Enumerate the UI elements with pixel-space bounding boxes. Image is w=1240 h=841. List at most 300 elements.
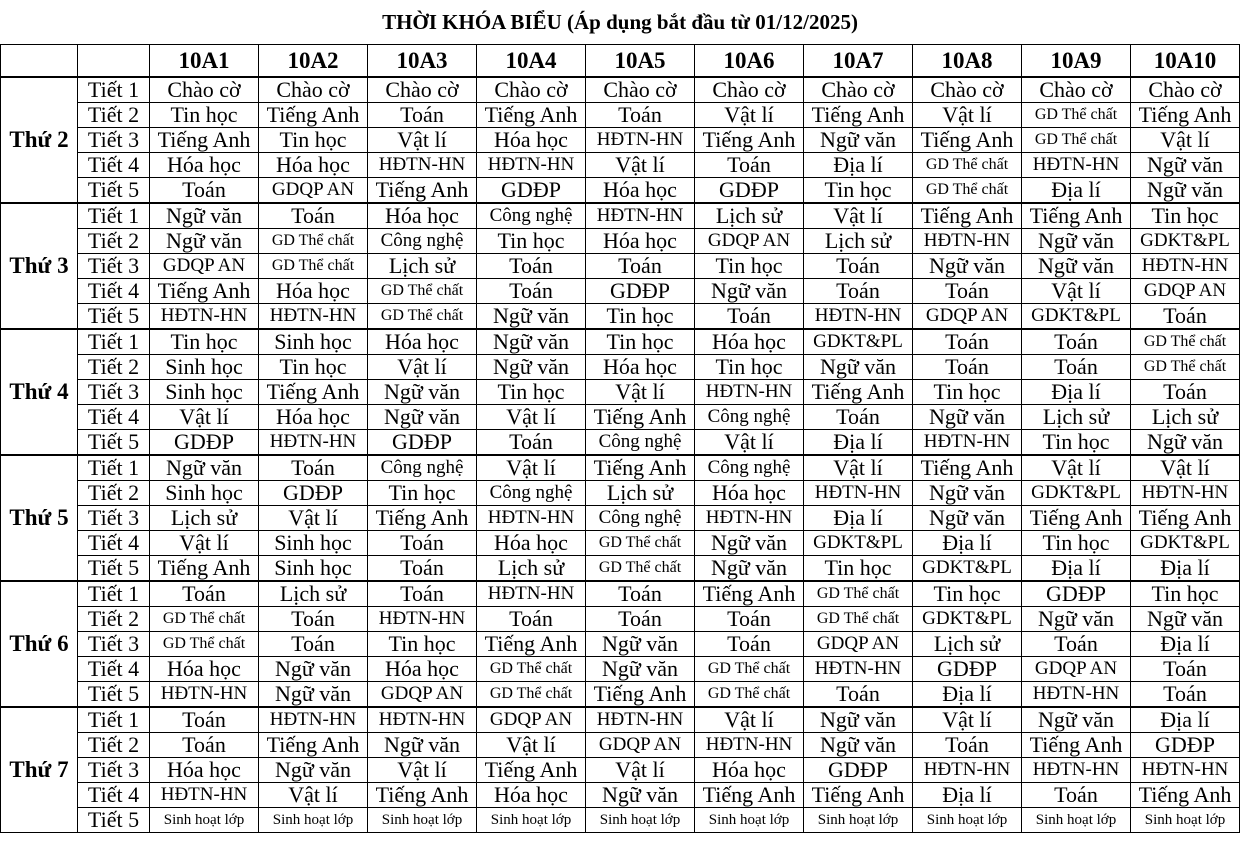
subject-cell: HĐTN-HN [695,506,804,531]
subject-cell: Hóa học [695,481,804,506]
subject-cell: HĐTN-HN [1131,481,1240,506]
subject-cell: HĐTN-HN [1022,758,1131,783]
subject-cell: HĐTN-HN [586,128,695,153]
subject-cell: Sinh hoạt lớp [477,808,586,833]
table-row [1,531,1240,556]
subject-cell: Vật lí [368,128,477,153]
subject-cell: Hóa học [368,657,477,682]
subject-cell: HĐTN-HN [1022,153,1131,178]
period-label: Tiết 1 [78,707,150,733]
subject-cell: Vật lí [695,103,804,128]
subject-cell: Toán [1131,682,1240,708]
day-label: Thứ 3 [1,203,78,329]
subject-cell: Toán [368,531,477,556]
subject-cell: GD Thể chất [586,556,695,582]
subject-cell: Ngữ văn [913,254,1022,279]
subject-cell: Ngữ văn [1022,707,1131,733]
subject-cell: Ngữ văn [1022,229,1131,254]
subject-cell: Sinh hoạt lớp [586,808,695,833]
subject-cell: GD Thể chất [1022,103,1131,128]
subject-cell: Ngữ văn [695,531,804,556]
subject-cell: GDKT&PL [1022,304,1131,330]
subject-cell: Vật lí [913,103,1022,128]
subject-cell: Địa lí [1131,632,1240,657]
subject-cell: HĐTN-HN [368,707,477,733]
subject-cell: Hóa học [695,329,804,355]
subject-cell: Tiếng Anh [586,682,695,708]
subject-cell: GD Thể chất [477,682,586,708]
subject-cell: Toán [368,556,477,582]
subject-cell: Toán [586,103,695,128]
class-header: 10A1 [150,45,259,78]
subject-cell: Vật lí [1131,455,1240,481]
subject-cell: Tiếng Anh [1131,506,1240,531]
subject-cell: Ngữ văn [586,783,695,808]
subject-cell: Ngữ văn [259,682,368,708]
subject-cell: Vật lí [1022,279,1131,304]
subject-cell: GDQP AN [259,178,368,204]
table-row [1,758,1240,783]
subject-cell: Tiếng Anh [150,128,259,153]
subject-cell: Tin học [150,103,259,128]
subject-cell: Toán [150,581,259,607]
subject-cell: Tiếng Anh [259,103,368,128]
subject-cell: Hóa học [586,178,695,204]
subject-cell: Sinh học [150,481,259,506]
subject-cell: Vật lí [695,430,804,456]
subject-cell: Ngữ văn [913,405,1022,430]
period-label: Tiết 3 [78,380,150,405]
subject-cell: GDQP AN [804,632,913,657]
subject-cell: Sinh học [150,355,259,380]
subject-cell: HĐTN-HN [259,430,368,456]
subject-cell: Tiếng Anh [259,733,368,758]
subject-cell: HĐTN-HN [477,153,586,178]
subject-cell: HĐTN-HN [477,506,586,531]
day-group [1,455,1240,581]
table-row [1,103,1240,128]
subject-cell: Toán [586,254,695,279]
subject-cell: Sinh hoạt lớp [259,808,368,833]
subject-cell: Ngữ văn [368,405,477,430]
subject-cell: HĐTN-HN [804,657,913,682]
subject-cell: Tin học [695,254,804,279]
subject-cell: Tiếng Anh [1022,203,1131,229]
subject-cell: Ngữ văn [1131,153,1240,178]
subject-cell: Lịch sử [368,254,477,279]
subject-cell: Toán [259,607,368,632]
subject-cell: HĐTN-HN [695,380,804,405]
day-group [1,329,1240,455]
subject-cell: GD Thể chất [1131,355,1240,380]
subject-cell: GDKT&PL [913,556,1022,582]
timetable [0,44,1240,833]
subject-cell: Toán [477,254,586,279]
subject-cell: Tiếng Anh [368,178,477,204]
subject-cell: Chào cờ [586,77,695,103]
subject-cell: GDQP AN [695,229,804,254]
subject-cell: HĐTN-HN [1131,758,1240,783]
subject-cell: Công nghệ [368,229,477,254]
subject-cell: Tin học [368,481,477,506]
table-row [1,430,1240,456]
subject-cell: Chào cờ [695,77,804,103]
subject-cell: Lịch sử [259,581,368,607]
subject-cell: Toán [1131,304,1240,330]
subject-cell: Ngữ văn [1022,254,1131,279]
subject-cell: HĐTN-HN [913,758,1022,783]
subject-cell: Hóa học [150,758,259,783]
period-label: Tiết 4 [78,657,150,682]
table-row [1,733,1240,758]
subject-cell: Vật lí [586,153,695,178]
day-group [1,581,1240,707]
subject-cell: Địa lí [804,430,913,456]
table-row [1,229,1240,254]
subject-cell: Hóa học [477,531,586,556]
page-title: THỜI KHÓA BIỂU (Áp dụng bắt đầu từ 01/12/2025) [382,10,858,34]
subject-cell: Địa lí [1131,707,1240,733]
subject-cell: GD Thể chất [1131,329,1240,355]
subject-cell: HĐTN-HN [913,430,1022,456]
subject-cell: Hóa học [695,758,804,783]
subject-cell: Ngữ văn [804,355,913,380]
subject-cell: HĐTN-HN [586,707,695,733]
table-row [1,657,1240,682]
period-label: Tiết 2 [78,103,150,128]
period-label: Tiết 4 [78,153,150,178]
subject-cell: HĐTN-HN [150,783,259,808]
subject-cell: Tiếng Anh [1022,506,1131,531]
subject-cell: Vật lí [368,758,477,783]
subject-cell: GDĐP [477,178,586,204]
subject-cell: HĐTN-HN [477,581,586,607]
subject-cell: Tin học [804,556,913,582]
subject-cell: HĐTN-HN [913,229,1022,254]
subject-cell: Toán [804,682,913,708]
subject-cell: Lịch sử [586,481,695,506]
subject-cell: Toán [804,405,913,430]
subject-cell: Tiếng Anh [477,758,586,783]
subject-cell: Ngữ văn [586,632,695,657]
subject-cell: Toán [259,455,368,481]
period-label: Tiết 3 [78,506,150,531]
subject-cell: Công nghệ [695,455,804,481]
class-header: 10A3 [368,45,477,78]
subject-cell: Ngữ văn [1131,607,1240,632]
subject-cell: Vật lí [477,455,586,481]
subject-cell: Tin học [804,178,913,204]
subject-cell: Chào cờ [913,77,1022,103]
period-label: Tiết 2 [78,355,150,380]
period-label: Tiết 5 [78,682,150,708]
period-label: Tiết 5 [78,304,150,330]
subject-cell: Tin học [586,329,695,355]
subject-cell: Địa lí [913,531,1022,556]
subject-cell: Toán [695,153,804,178]
subject-cell: Lịch sử [1131,405,1240,430]
subject-cell: Ngữ văn [150,203,259,229]
subject-cell: Địa lí [1022,556,1131,582]
subject-cell: Hóa học [477,128,586,153]
subject-cell: Ngữ văn [913,506,1022,531]
subject-cell: HĐTN-HN [150,682,259,708]
subject-cell: Công nghệ [477,203,586,229]
subject-cell: Toán [477,430,586,456]
subject-cell: GDQP AN [477,707,586,733]
table-row [1,203,1240,229]
subject-cell: GDĐP [259,481,368,506]
subject-cell: GD Thể chất [695,657,804,682]
day-group [1,707,1240,833]
subject-cell: Ngữ văn [1022,607,1131,632]
subject-cell: Toán [586,607,695,632]
subject-cell: Tiếng Anh [913,455,1022,481]
subject-cell: Vật lí [477,405,586,430]
subject-cell: Tiếng Anh [913,203,1022,229]
class-header: 10A5 [586,45,695,78]
subject-cell: Ngữ văn [1131,430,1240,456]
period-label: Tiết 3 [78,254,150,279]
table-row [1,329,1240,355]
subject-cell: Tin học [1022,531,1131,556]
subject-cell: Sinh học [259,531,368,556]
table-row [1,783,1240,808]
subject-cell: Hóa học [477,783,586,808]
day-label: Thứ 2 [1,77,78,203]
subject-cell: Ngữ văn [150,455,259,481]
class-header: 10A10 [1131,45,1240,78]
subject-cell: Tiếng Anh [804,380,913,405]
subject-cell: Toán [1022,355,1131,380]
subject-cell: GD Thể chất [259,229,368,254]
subject-cell: Tiếng Anh [913,128,1022,153]
table-row [1,506,1240,531]
subject-cell: Toán [1022,329,1131,355]
subject-cell: Tiếng Anh [1022,733,1131,758]
subject-cell: Sinh học [259,556,368,582]
subject-cell: Toán [259,632,368,657]
subject-cell: Tiếng Anh [150,279,259,304]
table-row [1,128,1240,153]
subject-cell: HĐTN-HN [259,304,368,330]
subject-cell: Lịch sử [477,556,586,582]
subject-cell: Sinh hoạt lớp [1022,808,1131,833]
subject-cell: GDKT&PL [804,329,913,355]
table-row [1,607,1240,632]
subject-cell: Toán [586,581,695,607]
subject-cell: HĐTN-HN [259,707,368,733]
subject-cell: Toán [1022,632,1131,657]
subject-cell: Tiếng Anh [1131,103,1240,128]
subject-cell: Ngữ văn [259,657,368,682]
period-label: Tiết 4 [78,279,150,304]
subject-cell: Tiếng Anh [1131,783,1240,808]
subject-cell: GDĐP [695,178,804,204]
subject-cell: Toán [477,279,586,304]
subject-cell: Sinh hoạt lớp [368,808,477,833]
subject-cell: HĐTN-HN [1131,254,1240,279]
subject-cell: Toán [913,355,1022,380]
subject-cell: Tin học [913,581,1022,607]
subject-cell: GDĐP [913,657,1022,682]
subject-cell: GD Thể chất [150,632,259,657]
subject-cell: HĐTN-HN [150,304,259,330]
subject-cell: Địa lí [1022,380,1131,405]
subject-cell: Tin học [259,128,368,153]
subject-cell: Vật lí [477,733,586,758]
subject-cell: GDQP AN [368,682,477,708]
subject-cell: HĐTN-HN [804,304,913,330]
table-row [1,556,1240,582]
day-label: Thứ 4 [1,329,78,455]
period-label: Tiết 3 [78,128,150,153]
header-row [1,45,1240,78]
subject-cell: Tiếng Anh [368,783,477,808]
subject-cell: Tin học [586,304,695,330]
subject-cell: Chào cờ [477,77,586,103]
period-label: Tiết 5 [78,178,150,204]
period-label: Tiết 2 [78,229,150,254]
subject-cell: Tiếng Anh [150,556,259,582]
period-label: Tiết 5 [78,556,150,582]
subject-cell: Tiếng Anh [695,128,804,153]
subject-cell: Ngữ văn [368,733,477,758]
subject-cell: Toán [368,103,477,128]
period-label: Tiết 1 [78,329,150,355]
class-header: 10A4 [477,45,586,78]
subject-cell: Công nghệ [477,481,586,506]
subject-cell: Tin học [1131,581,1240,607]
subject-cell: Tin học [259,355,368,380]
subject-cell: Ngữ văn [259,758,368,783]
subject-cell: GDĐP [1022,581,1131,607]
subject-cell: Chào cờ [259,77,368,103]
subject-cell: Sinh học [150,380,259,405]
subject-cell: HĐTN-HN [586,203,695,229]
subject-cell: Hóa học [259,153,368,178]
subject-cell: GD Thể chất [477,657,586,682]
period-label: Tiết 2 [78,733,150,758]
subject-cell: GDQP AN [586,733,695,758]
subject-cell: Ngữ văn [913,481,1022,506]
subject-cell: Toán [695,632,804,657]
period-label: Tiết 5 [78,808,150,833]
subject-cell: GD Thể chất [259,254,368,279]
subject-cell: Hóa học [150,153,259,178]
subject-cell: Ngữ văn [1131,178,1240,204]
subject-cell: Vật lí [586,758,695,783]
subject-cell: Tin học [477,229,586,254]
subject-cell: HĐTN-HN [368,153,477,178]
subject-cell: Ngữ văn [477,329,586,355]
class-header: 10A2 [259,45,368,78]
subject-cell: Lịch sử [913,632,1022,657]
corner-cell [1,45,78,78]
subject-cell: GDKT&PL [913,607,1022,632]
subject-cell: GDĐP [586,279,695,304]
subject-cell: Lịch sử [1022,405,1131,430]
subject-cell: Vật lí [1131,128,1240,153]
subject-cell: Ngữ văn [804,733,913,758]
subject-cell: Vật lí [586,380,695,405]
table-row [1,405,1240,430]
subject-cell: Ngữ văn [586,657,695,682]
table-row [1,380,1240,405]
table-row [1,632,1240,657]
subject-cell: Địa lí [913,682,1022,708]
subject-cell: Tin học [368,632,477,657]
subject-cell: Toán [695,607,804,632]
subject-cell: Ngữ văn [695,556,804,582]
table-row [1,808,1240,833]
subject-cell: Ngữ văn [477,355,586,380]
subject-cell: GDĐP [804,758,913,783]
table-row [1,178,1240,204]
table-row [1,682,1240,708]
subject-cell: HĐTN-HN [695,733,804,758]
subject-cell: Vật lí [804,203,913,229]
period-label: Tiết 4 [78,783,150,808]
subject-cell: Toán [150,707,259,733]
subject-cell: Lịch sử [804,229,913,254]
subject-cell: GD Thể chất [586,531,695,556]
subject-cell: Tiếng Anh [259,380,368,405]
subject-cell: GDĐP [150,430,259,456]
subject-cell: Toán [150,178,259,204]
period-label: Tiết 1 [78,581,150,607]
subject-cell: Toán [150,733,259,758]
subject-cell: Sinh hoạt lớp [150,808,259,833]
subject-cell: GDKT&PL [1022,481,1131,506]
subject-cell: GD Thể chất [368,279,477,304]
subject-cell: Hóa học [259,279,368,304]
subject-cell: Hóa học [259,405,368,430]
subject-cell: Tiếng Anh [695,581,804,607]
subject-cell: Toán [477,607,586,632]
subject-cell: GDQP AN [150,254,259,279]
subject-cell: Địa lí [913,783,1022,808]
subject-cell: Tiếng Anh [477,632,586,657]
subject-cell: GD Thể chất [913,153,1022,178]
subject-cell: HĐTN-HN [368,607,477,632]
day-label: Thứ 7 [1,707,78,833]
period-label: Tiết 2 [78,481,150,506]
subject-cell: GDQP AN [1022,657,1131,682]
subject-cell: Toán [1022,783,1131,808]
table-row [1,77,1240,103]
subject-cell: GD Thể chất [368,304,477,330]
subject-cell: GDĐP [368,430,477,456]
subject-cell: Hóa học [586,355,695,380]
subject-cell: Sinh hoạt lớp [913,808,1022,833]
subject-cell: Toán [913,329,1022,355]
subject-cell: Chào cờ [368,77,477,103]
subject-cell: GD Thể chất [913,178,1022,204]
subject-cell: Toán [259,203,368,229]
subject-cell: GD Thể chất [804,607,913,632]
class-header: 10A9 [1022,45,1131,78]
subject-cell: Chào cờ [1131,77,1240,103]
subject-cell: Địa lí [1131,556,1240,582]
subject-cell: Vật lí [368,355,477,380]
subject-cell: Vật lí [259,506,368,531]
table-row [1,581,1240,607]
subject-cell: GDKT&PL [804,531,913,556]
subject-cell: GD Thể chất [150,607,259,632]
subject-cell: Vật lí [1022,455,1131,481]
subject-cell: Tin học [1131,203,1240,229]
